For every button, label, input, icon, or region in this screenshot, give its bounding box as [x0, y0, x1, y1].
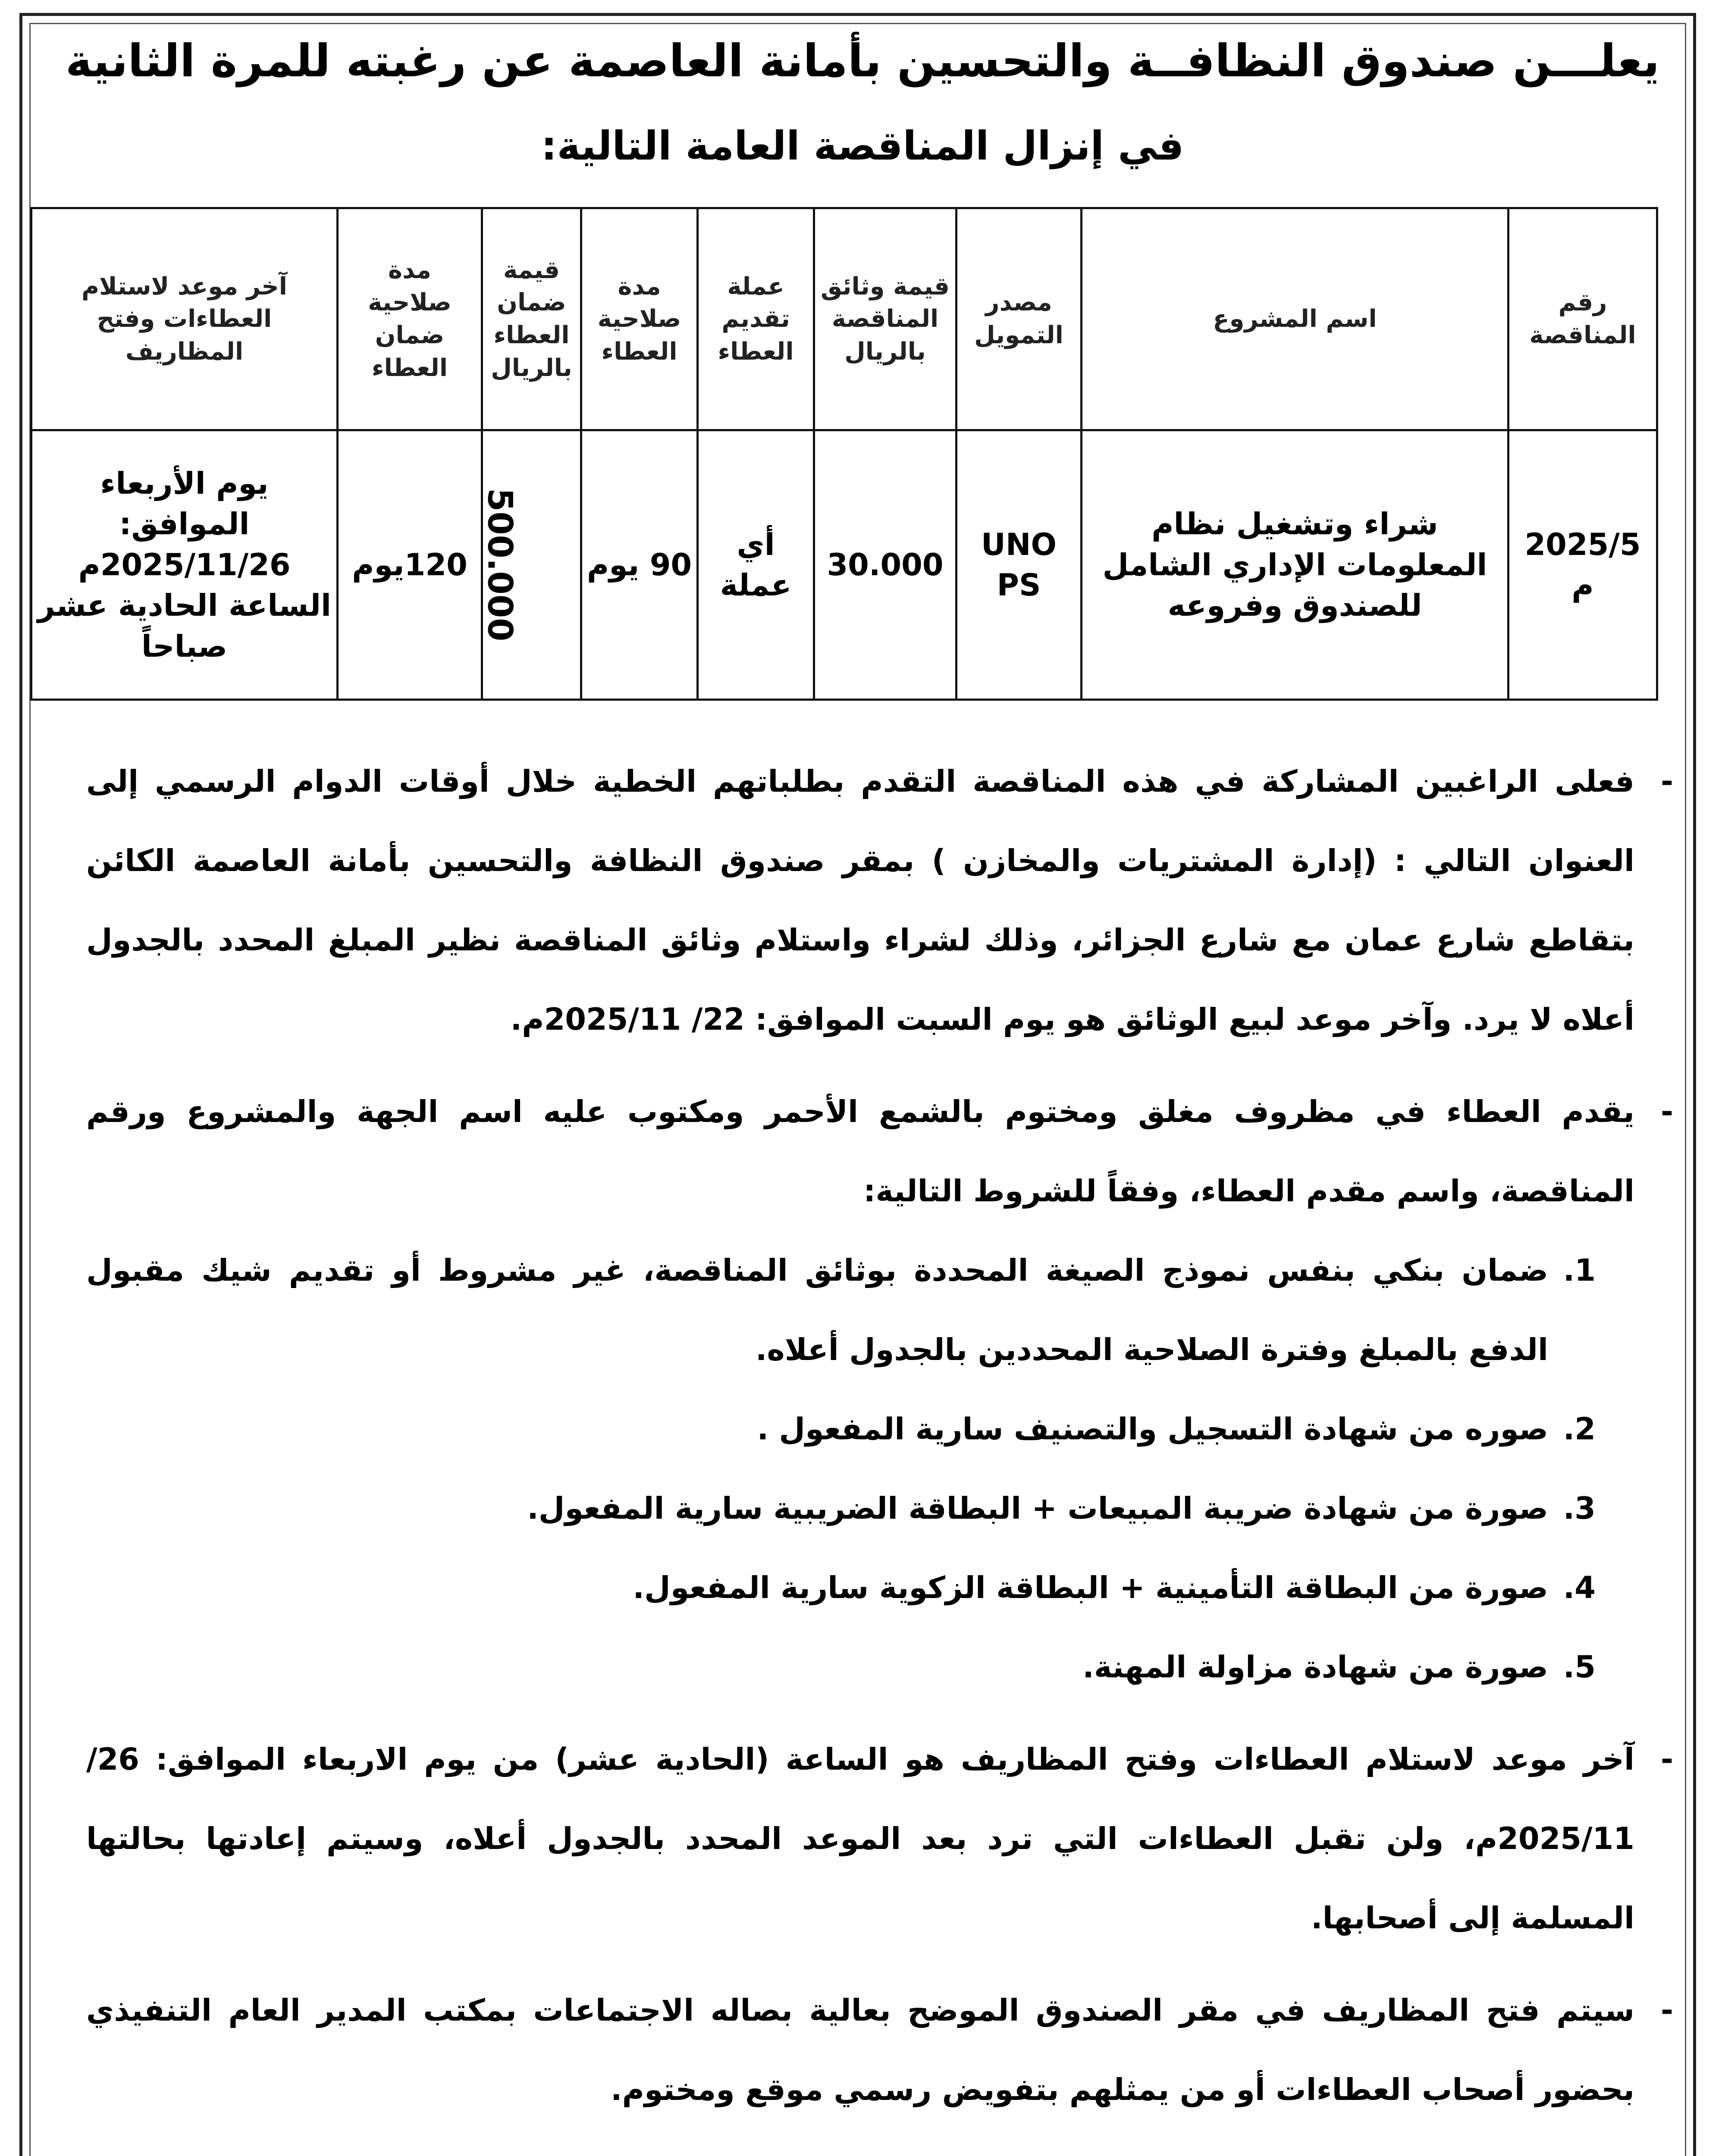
- condition-number: 4.: [1563, 1570, 1596, 1605]
- header-guarantee-value: قيمة ضمان العطاء بالريال: [482, 208, 581, 430]
- announcement-subtitle: في إنزال المناقصة العامة التالية:: [541, 123, 1184, 169]
- condition-text: صوره من شهادة التسجيل والتصنيف سارية المفعول .: [757, 1411, 1548, 1447]
- header-project: اسم المشروع: [1082, 208, 1509, 430]
- table-row: [31, 430, 1657, 700]
- paragraph-text: فعلى الراغبين المشاركة في هذه المناقصة التقدم بطلباتهم الخطية خلال أوقات الدوام الرسمي إلى العنوان التالي : (إدارة المشتريات والمخازن ) بمقر صندوق النظافة والتحسين بأمانة العاصمة الكائن بتقاطع شارع عمان مع شارع الجزائر، وذلك لشراء واستلام وثائق المناقصة نظير المبلغ المحدد بالجدول أعلاه لا يرد. وآخر موعد لبيع الوثائق هو يوم السبت الموافق: 22/ 2025/11م.: [86, 764, 1634, 1037]
- header-guarantee-validity: مدة صلاحية ضمان العطاء: [338, 208, 482, 430]
- cell-currency: أي عملة: [698, 430, 814, 700]
- announcement-title: يعلـــن صندوق النظافــة والتحسين بأمانة العاصمة عن رغبته للمرة الثانية: [65, 34, 1660, 87]
- condition-number: 2.: [1563, 1411, 1596, 1447]
- cell-guarantee-validity: 120يوم: [338, 430, 482, 700]
- cell-doc-price: 30.000: [814, 430, 957, 700]
- paragraph-opening: [86, 1971, 1673, 2129]
- cell-project: شراء وتشغيل نظام المعلومات الإداري الشامل للصندوق وفروعه: [1082, 430, 1509, 700]
- cell-funding: UNO PS: [957, 430, 1082, 700]
- cell-bid-validity: 90 يوم: [581, 430, 698, 700]
- paragraph-submission: [86, 742, 1673, 1059]
- condition-text: صورة من شهادة مزاولة المهنة.: [1082, 1649, 1548, 1685]
- condition-number: 3.: [1563, 1491, 1596, 1526]
- tender-table-header-row: [31, 208, 1657, 430]
- condition-number: 5.: [1563, 1649, 1596, 1685]
- bullet-dash: -: [1660, 1993, 1673, 2028]
- cell-deadline: يوم الأربعاء الموافق: 2025/11/26م الساعة الحادية عشر صباحاً: [31, 430, 338, 700]
- condition-text: ضمان بنكي بنفس نموذج الصيغة المحددة بوثائق المناقصة، غير مشروط أو تقديم شيك مقبول الدفع بالمبلغ وفترة الصلاحية المحددين بالجدول أعلاه.: [86, 1253, 1548, 1367]
- cell-guarantee-value: [482, 430, 581, 700]
- bullet-dash: [1661, 2142, 1673, 2156]
- header-currency: عملة تقديم العطاء: [698, 208, 814, 430]
- list-item: [86, 1389, 1634, 1469]
- header-deadline: آخر موعد لاستلام العطاءات وفتح المظاريف: [31, 208, 338, 430]
- paragraph-text: آخر موعد لاستلام العطاءات وفتح المظاريف هو الساعة (الحادية عشر) من يوم الاربعاء الموافق: 26/ 2025/11م، ولن تقبل العطاءات التي ترد بعد الموعد المحدد بالجدول أعلاه، وسيتم إعادتها بحالتها المسلمة إلى أصحابها.: [86, 1742, 1634, 1936]
- list-item: [86, 1548, 1634, 1627]
- list-item: [86, 1231, 1634, 1389]
- tender-table: [30, 207, 1658, 701]
- paragraph-deadline: [86, 1720, 1673, 1958]
- paragraph-text: يقدم العطاء في مظروف مغلق ومختوم بالشمع الأحمر ومكتوب عليه اسم الجهة والمشروع ورقم المناقصة، واسم مقدم العطاء، وفقاً للشروط التالية:: [86, 1094, 1634, 1209]
- list-item: [86, 1469, 1634, 1548]
- bullet-dash: -: [1660, 764, 1673, 799]
- list-item: [86, 1627, 1634, 1707]
- header-tender-no: رقم المناقصة: [1509, 208, 1657, 430]
- conditions-list: [86, 1231, 1634, 1707]
- condition-text: صورة من شهادة ضريبة المبيعات + البطاقة الضريبية سارية المفعول.: [527, 1491, 1548, 1526]
- paragraph-envelope: [86, 1072, 1673, 1707]
- header-funding: مصدر التمويل: [957, 208, 1082, 430]
- bullet-dash: -: [1660, 1094, 1673, 1129]
- cell-tender-no: 2025/5 م: [1509, 430, 1657, 700]
- header-doc-price: قيمة وثائق المناقصة بالريال: [814, 208, 957, 430]
- bullet-dash: -: [1660, 1742, 1673, 1777]
- condition-text: صورة من البطاقة التأمينية + البطاقة الزكوية سارية المفعول.: [633, 1570, 1548, 1605]
- guarantee-value-text: 500.000: [480, 488, 519, 642]
- paragraph-text: سيتم فتح المظاريف في مقر الصندوق الموضح بعالية بصاله الاجتماعات بمكتب المدير العام التنفيذي بحضور أصحاب العطاءات أو من يمثلهم بتفويض رسمي موقع ومختوم.: [86, 1993, 1634, 2107]
- announcement-body: [86, 742, 1673, 2156]
- header-bid-validity: مدة صلاحية العطاء: [581, 208, 698, 430]
- paragraph-review: [86, 2142, 1673, 2156]
- condition-number: 1.: [1563, 1253, 1596, 1288]
